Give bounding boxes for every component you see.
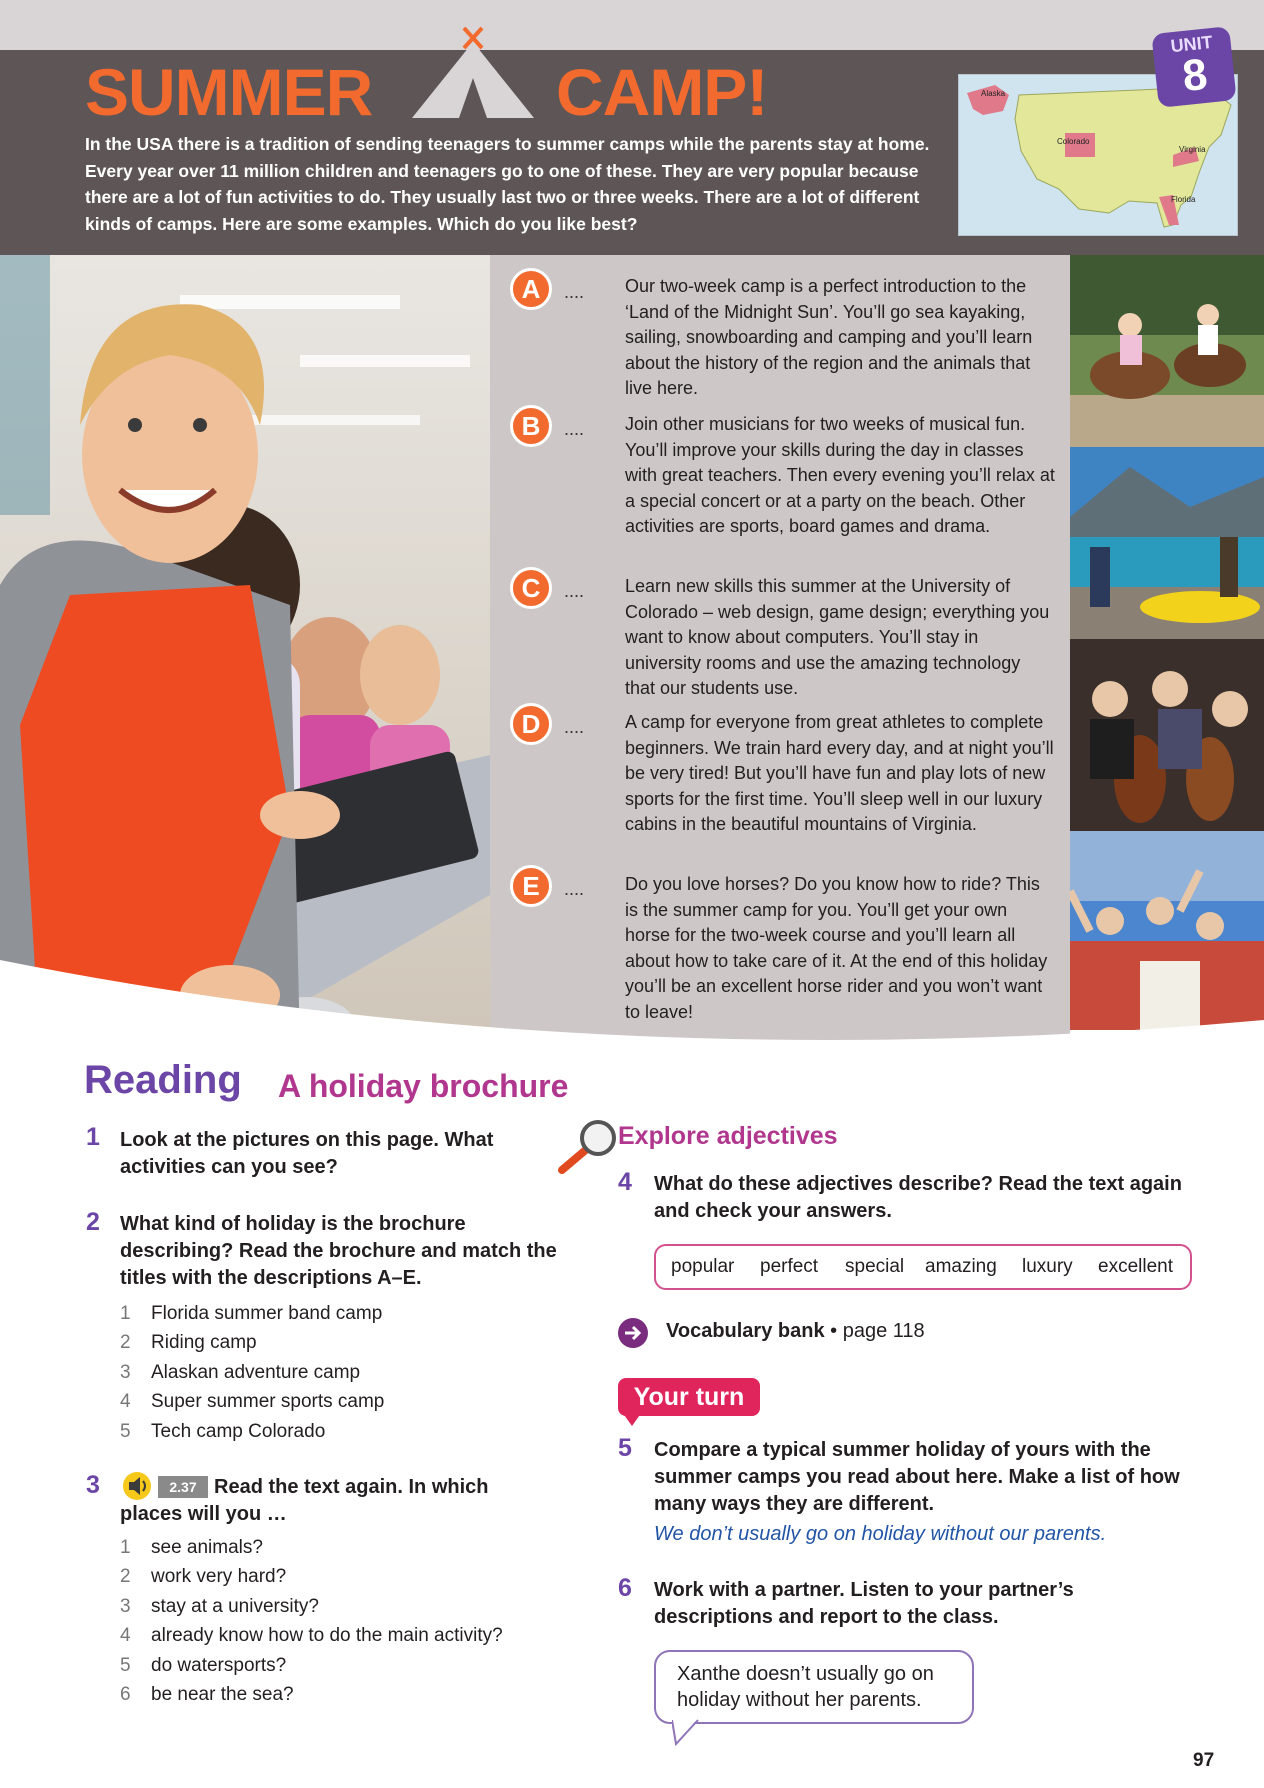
answer-blank-a: .... (564, 282, 585, 302)
audio-track-badge: 2.37 (158, 1476, 208, 1498)
q3-item: be near the sea? (151, 1684, 294, 1705)
q4-text: What do these adjectives describe? Read the text again and check your answers. (654, 1173, 1182, 1222)
brochure-text-e: Do you love horses? Do you know how to ride? This is the summer camp for you. You’ll get your own horse for the two-week course and you’ll learn all about how to take care of it. At the end of this holiday you’ll be an excellent horse rider and you won’t want to leave! (625, 874, 1048, 1022)
q3-item-number: 6 (120, 1684, 131, 1705)
adjective-word: special (845, 1256, 905, 1277)
q2-item: Riding camp (151, 1332, 257, 1353)
adjective-word: popular (671, 1256, 735, 1277)
unit-label: UNIT (1169, 31, 1214, 57)
map-label-florida: Florida (1171, 195, 1196, 204)
page-title-left: SUMMER (85, 55, 373, 129)
audio-speaker-icon[interactable] (122, 1471, 154, 1501)
adjective-word: amazing (925, 1256, 997, 1277)
q3-item-number: 3 (120, 1596, 131, 1617)
map-label-virginia: Virginia (1179, 145, 1206, 154)
q2-text: What kind of holiday is the brochure describing? Read the brochure and match the titles with the descriptions A–E. (120, 1213, 557, 1289)
q3-item: work very hard? (151, 1566, 287, 1587)
label-e: E (510, 865, 552, 907)
map-label-colorado: Colorado (1057, 137, 1090, 146)
q3-item: stay at a university? (151, 1596, 319, 1617)
page-title-right: CAMP! (556, 55, 768, 129)
photo-orchestra (1070, 639, 1264, 831)
q3-text-line2: places will you … (120, 1503, 287, 1525)
q2-item: Super summer sports camp (151, 1391, 385, 1412)
adjective-word: luxury (1022, 1256, 1073, 1277)
q2-item-number: 2 (120, 1332, 131, 1353)
unit-number: 8 (1180, 49, 1210, 102)
photo-kayaking (1070, 447, 1264, 639)
q5-number: 5 (618, 1434, 632, 1462)
tent-icon (406, 26, 540, 122)
your-turn-tail (622, 1412, 642, 1426)
speech-bubble-text: Xanthe doesn’t usually go on holiday without her parents. (677, 1663, 934, 1711)
brochure-text-d: A camp for everyone from great athletes to complete beginners. We train hard every day, and at night you’ll be very tired! But you’ll have fun and play lots of new sports for the first time. You’ll sleep well in our luxury cabins in the beautiful mountains of Virginia. (625, 712, 1054, 834)
q2-item-number: 3 (120, 1362, 131, 1383)
answer-blank-b: .... (564, 419, 585, 439)
brochure-text-b: Join other musicians for two weeks of musical fun. You’ll improve your skills during the day in classes with great teachers. Then every evening you’ll relax at a special concert or at a party on the beach. Other activities are sports, board games and drama. (625, 414, 1055, 536)
q5-example: We don’t usually go on holiday without our parents. (654, 1523, 1107, 1545)
q2-item-number: 4 (120, 1391, 131, 1412)
q6-number: 6 (618, 1574, 632, 1602)
q2-number: 2 (86, 1208, 100, 1236)
intro-text: In the USA there is a tradition of sending teenagers to summer camps while the parents stay at home. Every year over 11 million children and teenagers go to one of these. They are very popular because there are a lot of fun activities to do. They usually last two or three weeks. There are a lot of different kinds of camps. Here are some examples. Which do you like best? (85, 134, 930, 234)
vocabulary-bank-label: Vocabulary bank (666, 1320, 825, 1342)
answer-blank-d: .... (564, 717, 585, 737)
side-photo-strip (1070, 255, 1264, 1030)
q2-item: Florida summer band camp (151, 1303, 383, 1324)
vocabulary-bank-link[interactable] (666, 1320, 925, 1343)
q3-item-number: 1 (120, 1537, 131, 1558)
arrow-right-icon[interactable] (618, 1318, 648, 1348)
label-d: D (510, 703, 552, 745)
label-c: C (510, 567, 552, 609)
label-b: B (510, 405, 552, 447)
magnifying-glass-icon (554, 1118, 624, 1176)
brochure-text-a: Our two-week camp is a perfect introduction to the ‘Land of the Midnight Sun’. You’ll go sea kayaking, sailing, snowboarding and camping and you’ll learn about the history of the region and the animals that live here. (625, 276, 1033, 398)
q2-item: Tech camp Colorado (151, 1421, 326, 1442)
q1-number: 1 (86, 1123, 100, 1151)
your-turn-label: Your turn (618, 1378, 760, 1416)
q3-item-number: 2 (120, 1566, 131, 1587)
q3-item: already know how to do the main activity? (151, 1625, 503, 1646)
q3-item: do watersports? (151, 1655, 287, 1676)
answer-blank-c: .... (564, 581, 585, 601)
answer-blank-e: .... (564, 879, 585, 899)
q4-number: 4 (618, 1168, 632, 1196)
q3-text-line1: Read the text again. In which (214, 1476, 489, 1498)
adjective-word: excellent (1098, 1256, 1173, 1277)
page-number: 97 (1193, 1750, 1215, 1771)
top-strip (0, 0, 1264, 50)
explore-adjectives-title: Explore adjectives (618, 1122, 838, 1150)
q5-text: Compare a typical summer holiday of yours with the summer camps you read about here. Make a list of how many ways they are different. (654, 1439, 1180, 1515)
adjective-word: perfect (760, 1256, 819, 1277)
q3-item: see animals? (151, 1537, 263, 1558)
q3-number: 3 (86, 1471, 100, 1499)
q3-item-number: 4 (120, 1625, 131, 1646)
label-a: A (510, 268, 552, 310)
section-title-reading: Reading (84, 1058, 242, 1102)
photo-horse-riding (1070, 255, 1264, 447)
q3-item-number: 5 (120, 1655, 131, 1676)
q2-item-number: 1 (120, 1303, 131, 1324)
brochure-text-c: Learn new skills this summer at the University of Colorado – web design, game design; everything you want to know about computers. You’ll stay in university rooms and use the amazing technology that our students use. (625, 576, 1050, 698)
q6-text: Work with a partner. Listen to your partner’s descriptions and report to the class. (654, 1579, 1074, 1628)
vocabulary-bank-page: • page 118 (830, 1320, 925, 1342)
q1-text: Look at the pictures on this page. What activities can you see? (120, 1129, 494, 1178)
unit-badge (1151, 26, 1236, 108)
section-subtitle: A holiday brochure (278, 1068, 569, 1104)
wave-divider (0, 930, 1264, 1070)
q2-item-number: 5 (120, 1421, 131, 1442)
map-label-alaska: Alaska (981, 89, 1006, 98)
q2-item: Alaskan adventure camp (151, 1362, 361, 1383)
speech-bubble-tail (672, 1718, 700, 1746)
